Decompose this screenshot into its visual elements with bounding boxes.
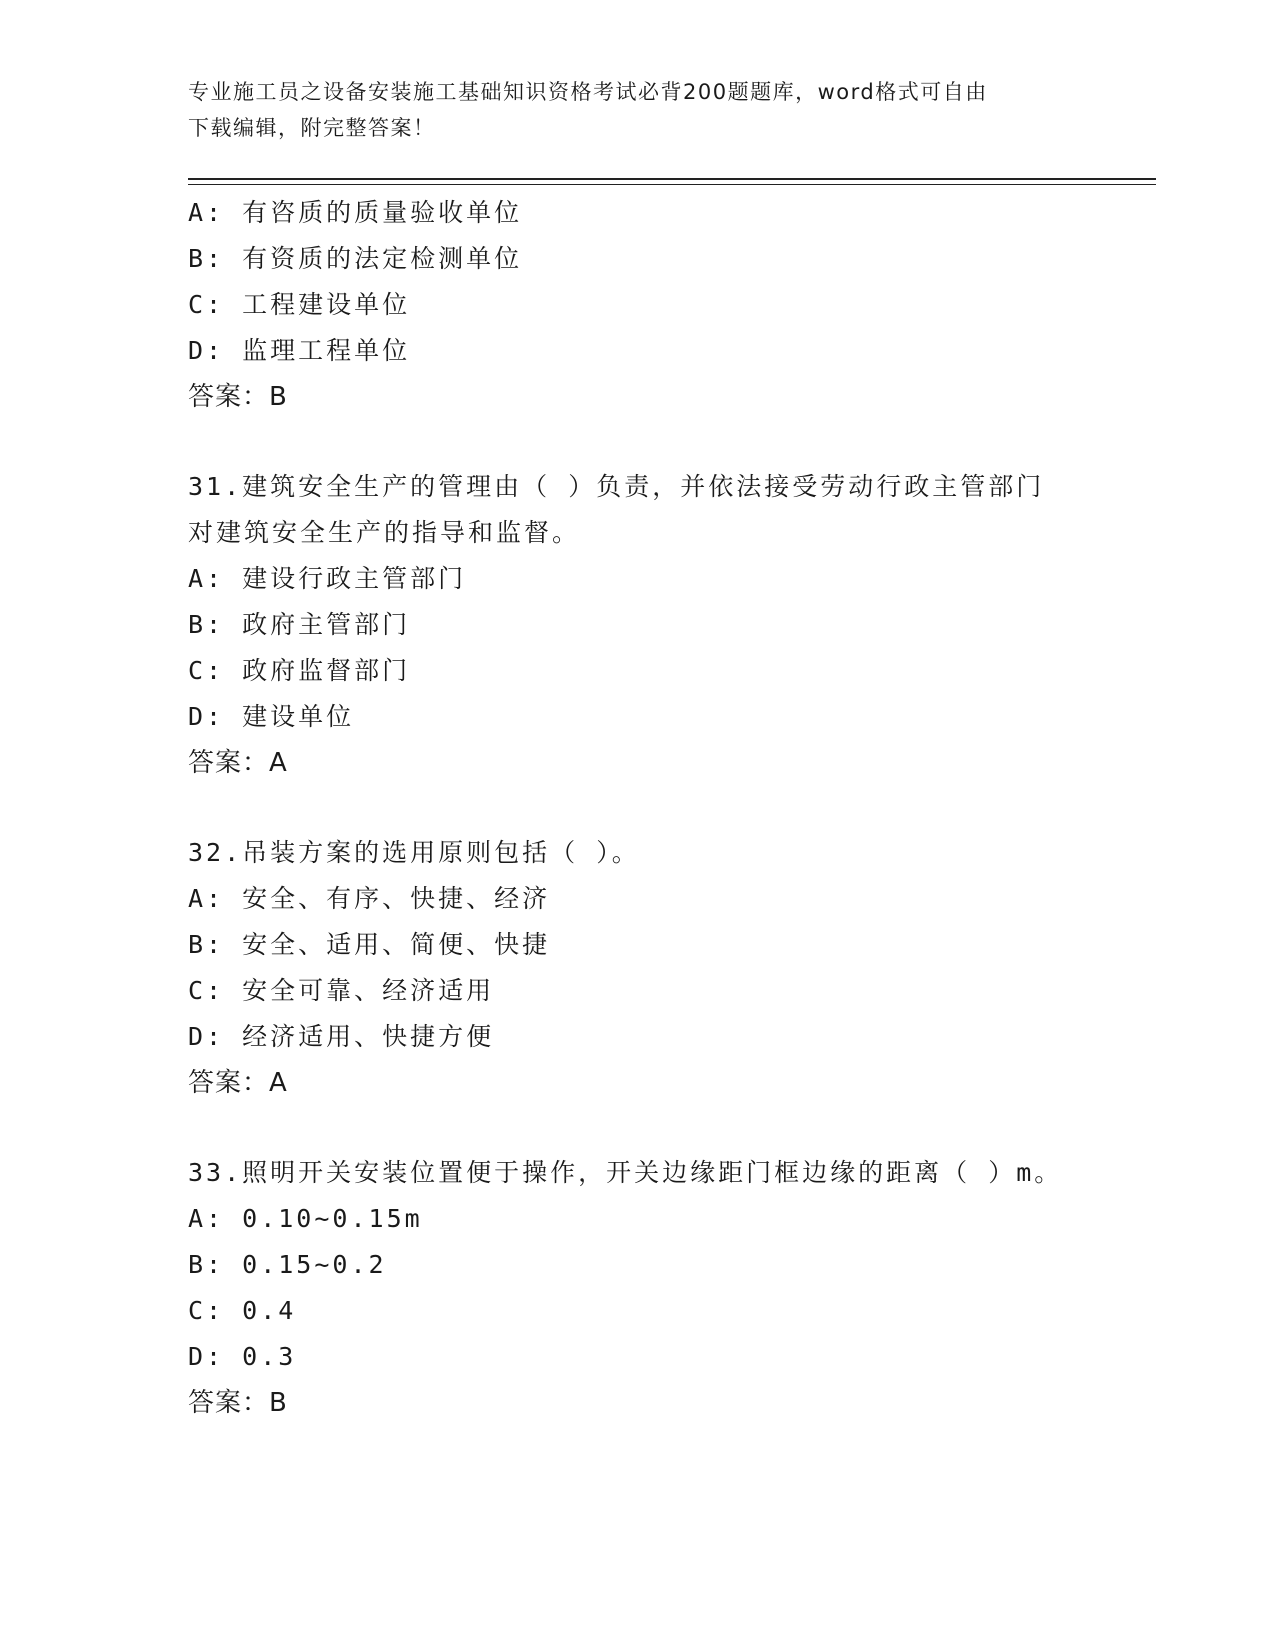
spacer	[188, 786, 1148, 830]
question-32	[188, 830, 1148, 1106]
option-d: D: 监理工程单位	[188, 336, 411, 365]
answer-label: 答案：B	[188, 1388, 288, 1418]
question-stem-line-1: 32.吊装方案的选用原则包括（ ）。	[188, 838, 640, 867]
option-c: C: 安全可靠、经济适用	[188, 976, 495, 1005]
option-c: C: 0.4	[188, 1296, 297, 1325]
option-c: C: 政府监督部门	[188, 656, 411, 685]
option-a: A: 安全、有序、快捷、经济	[188, 884, 551, 913]
option-b: B: 政府主管部门	[188, 610, 411, 639]
question-33	[188, 1150, 1148, 1426]
spacer	[188, 420, 1148, 464]
spacer	[188, 1106, 1148, 1150]
question-stem-line-1: 33.照明开关安装位置便于操作，开关边缘距门框边缘的距离（ ）m。	[188, 1158, 1063, 1187]
option-a: A: 0.10~0.15m	[188, 1204, 423, 1233]
option-b: B: 安全、适用、简便、快捷	[188, 930, 551, 959]
option-d: D: 建设单位	[188, 702, 355, 731]
question-31	[188, 464, 1148, 786]
question-list	[188, 190, 1148, 1426]
question-30	[188, 190, 1148, 420]
option-d: D: 经济适用、快捷方便	[188, 1022, 495, 1051]
option-a: A: 建设行政主管部门	[188, 564, 467, 593]
option-b: B: 0.15~0.2	[188, 1250, 387, 1279]
option-d: D: 0.3	[188, 1342, 297, 1371]
option-c: C: 工程建设单位	[188, 290, 411, 319]
document-header	[188, 74, 1088, 146]
option-b: B: 有资质的法定检测单位	[188, 244, 523, 273]
answer-label: 答案：A	[188, 748, 288, 778]
header-divider-thick	[188, 178, 1156, 180]
option-a: A: 有咨质的质量验收单位	[188, 198, 523, 227]
header-divider-thin	[188, 184, 1156, 185]
header-title-line-1: 专业施工员之设备安装施工基础知识资格考试必背200题题库，word格式可自由	[188, 80, 988, 104]
answer-label: 答案：B	[188, 382, 288, 412]
question-stem-line-2: 对建筑安全生产的指导和监督。	[188, 518, 581, 547]
header-title-line-2: 下载编辑，附完整答案！	[188, 116, 436, 140]
question-stem-line-1: 31.建筑安全生产的管理由（ ）负责，并依法接受劳动行政主管部门	[188, 472, 1045, 501]
answer-label: 答案：A	[188, 1068, 288, 1098]
